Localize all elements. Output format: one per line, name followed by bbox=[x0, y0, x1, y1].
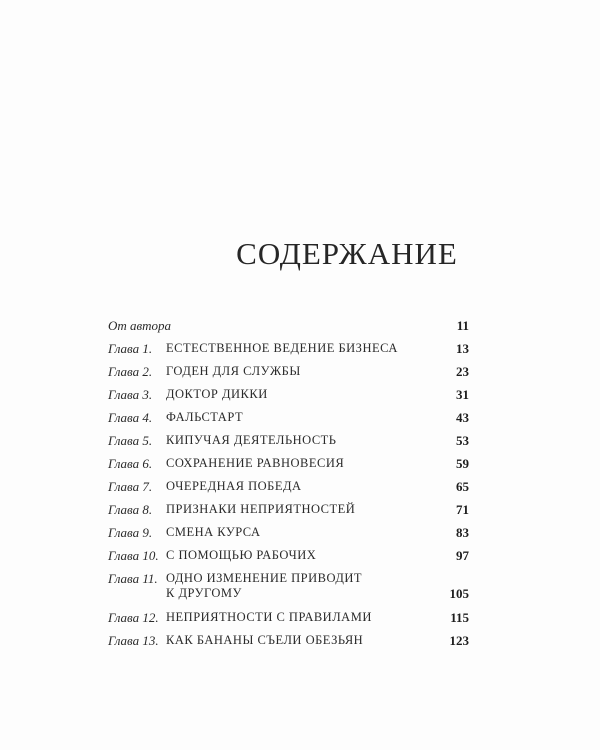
chapter-page: 13 bbox=[456, 341, 469, 356]
chapter-label: Глава 10. bbox=[108, 548, 159, 563]
chapter-title bbox=[166, 456, 433, 471]
chapter-title bbox=[166, 341, 433, 356]
chapter-page: 43 bbox=[456, 410, 469, 425]
chapter-title bbox=[166, 433, 433, 448]
chapter-title-line: ОЧЕРЕДНАЯ ПОБЕДА bbox=[166, 479, 302, 493]
chapter-title-line: С ПОМОЩЬЮ РАБОЧИХ bbox=[166, 548, 317, 562]
chapter-page: 53 bbox=[456, 433, 469, 448]
chapter-label: Глава 3. bbox=[108, 387, 153, 402]
chapter-title-line: ГОДЕН ДЛЯ СЛУЖБЫ bbox=[166, 364, 301, 378]
chapter-page: 31 bbox=[456, 387, 469, 402]
chapter-page: 105 bbox=[449, 586, 469, 601]
chapter-title bbox=[166, 525, 433, 540]
toc-row bbox=[108, 387, 469, 402]
chapter-title-line: ЕСТЕСТВЕННОЕ ВЕДЕНИЕ БИЗНЕСА bbox=[166, 341, 398, 355]
chapter-title bbox=[166, 479, 433, 494]
chapter-label: Глава 4. bbox=[108, 410, 153, 425]
chapter-page: 59 bbox=[456, 456, 469, 471]
chapter-page: 71 bbox=[456, 502, 469, 517]
toc-row bbox=[108, 610, 469, 625]
chapter-label: Глава 11. bbox=[108, 571, 158, 586]
chapter-label: Глава 8. bbox=[108, 502, 153, 517]
chapter-label: Глава 6. bbox=[108, 456, 153, 471]
chapter-title bbox=[166, 410, 433, 425]
chapter-title-line: СМЕНА КУРСА bbox=[166, 525, 261, 539]
toc-row bbox=[108, 633, 469, 648]
chapter-label: Глава 1. bbox=[108, 341, 153, 356]
chapter-title-line: КАК БАНАНЫ СЪЕЛИ ОБЕЗЬЯН bbox=[166, 633, 364, 647]
chapter-page: 65 bbox=[456, 479, 469, 494]
chapter-title bbox=[166, 633, 433, 648]
chapter-title-line: К ДРУГОМУ bbox=[166, 586, 242, 600]
toc-row-author bbox=[108, 318, 469, 333]
chapter-label: Глава 12. bbox=[108, 610, 159, 625]
chapter-label: Глава 13. bbox=[108, 633, 159, 648]
toc-author-page: 11 bbox=[456, 318, 469, 333]
toc-row bbox=[108, 571, 469, 601]
page-title: СОДЕРЖАНИЕ bbox=[236, 236, 458, 271]
toc-row bbox=[108, 548, 469, 563]
chapter-title-line: ДОКТОР ДИККИ bbox=[166, 387, 268, 401]
chapter-label: Глава 9. bbox=[108, 525, 153, 540]
toc-author-label: От автора bbox=[108, 318, 172, 333]
chapter-page: 97 bbox=[456, 548, 469, 563]
chapter-title bbox=[166, 610, 433, 625]
chapter-title-line: ПРИЗНАКИ НЕПРИЯТНОСТЕЙ bbox=[166, 502, 356, 516]
chapter-label: Глава 7. bbox=[108, 479, 153, 494]
toc-row bbox=[108, 341, 469, 356]
chapter-title bbox=[166, 548, 433, 563]
chapter-title-line: ОДНО ИЗМЕНЕНИЕ ПРИВОДИТ bbox=[166, 571, 363, 585]
toc-row bbox=[108, 502, 469, 517]
toc-row bbox=[108, 479, 469, 494]
chapter-title bbox=[166, 571, 433, 601]
chapter-title-line: КИПУЧАЯ ДЕЯТЕЛЬНОСТЬ bbox=[166, 433, 337, 447]
toc-row bbox=[108, 364, 469, 379]
chapter-title-line: НЕПРИЯТНОСТИ С ПРАВИЛАМИ bbox=[166, 610, 372, 624]
chapter-page: 115 bbox=[450, 610, 469, 625]
table-of-contents bbox=[108, 318, 469, 656]
chapter-title bbox=[166, 364, 433, 379]
chapter-page: 23 bbox=[456, 364, 469, 379]
toc-row bbox=[108, 433, 469, 448]
chapter-label: Глава 2. bbox=[108, 364, 153, 379]
chapter-label: Глава 5. bbox=[108, 433, 153, 448]
chapter-title bbox=[166, 387, 433, 402]
chapter-page: 123 bbox=[449, 633, 469, 648]
toc-row bbox=[108, 525, 469, 540]
chapter-title bbox=[166, 502, 433, 517]
chapter-title-line: ФАЛЬСТАРТ bbox=[166, 410, 244, 424]
chapter-page: 83 bbox=[456, 525, 469, 540]
toc-row bbox=[108, 410, 469, 425]
toc-row bbox=[108, 456, 469, 471]
chapter-title-line: СОХРАНЕНИЕ РАВНОВЕСИЯ bbox=[166, 456, 345, 470]
